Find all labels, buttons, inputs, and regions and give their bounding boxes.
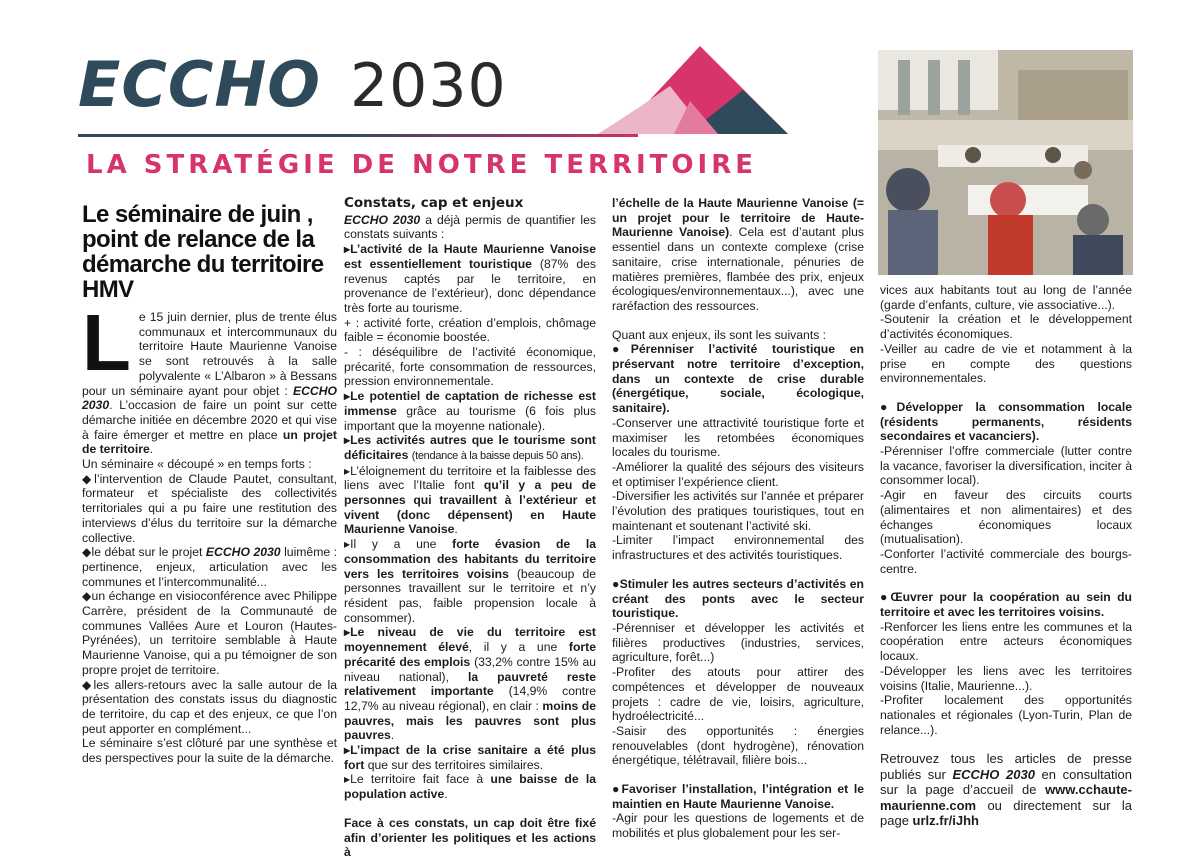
c9-bold: ▸L’impact de la crise sanitaire a été plus fort [344, 743, 596, 772]
seminar-intro: Un séminaire « découpé » en temps forts : [82, 457, 312, 472]
seminar-photo [878, 50, 1133, 275]
c1-bold: ▸L’activité de la Haute Maurienne Vanoise est essentiellement touristique [344, 242, 596, 271]
intro-text: e 15 juin dernier, plus de trente élus communaux et intercommunaux du territoire Haute Maurienne Vanoise se sont retrouvés à la salle polyvalente « L’Albaron » à Bessans pour un séminaire ayant pour objet : [82, 310, 337, 398]
c10-end: . [444, 787, 448, 802]
col4-cont: vices aux habitants tout au long de l’année (garde d’enfants, culture, vie associative...). -Soutenir la création et le développement d’activités économiques. -Veiller au cadre de vie et notamment à la prise en compte des questions environnementales. [880, 283, 1132, 386]
drop-cap: L [82, 298, 131, 387]
footer-mid: en consultation sur la page d’accueil de [880, 766, 1132, 798]
c8-bold4: moins de pauvres, mais les pauvres sont plus pauvres [344, 698, 596, 743]
article-headline: Le séminaire de juin , point de relance de la démarche du territoire HMV [82, 201, 324, 303]
c8-bold2: forte précarité des emplois [344, 640, 596, 669]
c7-end: (beaucoup de personnes travaillent sur le territoire et n’y résident pas, faible propension locale à consommer). [344, 566, 596, 625]
cap-text: Face à ces constats, un cap doit être fixé afin d’orienter les politiques et les actions à [344, 815, 596, 860]
enjeu-1-items: -Conserver une attractivité touristique forte et maximiser les retombées économiques locales du tourisme. -Améliorer la qualité des séjours des visiteurs et optimiser l’expérience client. -Diversifier les activités sur l’année et préparer l’évolution des pratiques touristiques, tout en maintenant et soutenant l’activité ski. -Limiter l’impact environnemental des infrastructures et des activités touristiques. [612, 415, 864, 563]
article-column-1 [82, 298, 338, 766]
c10-bold: une baisse de la population active [344, 772, 596, 802]
c6-text: ▸L’éloignement du territoire et la faiblesse des liens avec l’Italie font [344, 463, 596, 493]
enjeu-5-items: -Renforcer les liens entre les communes et la coopération entre acteurs économiques locaux. -Développer les liens avec les territoires voisins (Italie, Maurienne...). -Profiter localement des opportunités nationales et régionales (Lyon-Turin, Plan de relance...). [880, 619, 1132, 737]
footer-pre: Retrouvez tous les articles de presse publiés sur [880, 751, 1132, 782]
article-column-2 [344, 196, 596, 860]
col3-cont: . Cela est d’autant plus essentiel dans un contexte complexe (crise sanitaire, crise internationale, pénuries de matières premières, flambée des prix, enjeux écologiques/environnementaux...), avec une raréfaction des ressources. [612, 225, 864, 313]
c2-text: + : activité forte, création d’emplois, chômage faible = économie boostée. [344, 315, 596, 345]
seminar-item-3: ◆un échange en visioconférence avec Philippe Carrère, président de la Communauté de communes Vallées Aure et Louron (Hautes-Pyrénées), un territoire semblable à Haute Maurienne Vanoise, qui a pu témoigner de son propre projet de territoire. [82, 589, 337, 677]
article-column-4 [880, 283, 1132, 829]
enjeu-5-title: ●Œuvrer pour la coopération au sein du territoire et avec les territoires voisins. [880, 590, 1132, 620]
footer-brand: ECCHO 2030 [952, 766, 1035, 782]
c8-b: (33,2% contre 15% au niveau national), [344, 654, 596, 684]
enjeu-3-title: ●Favoriser l’installation, l’intégration et le maintien en Haute Maurienne Vanoise. [612, 782, 864, 811]
item2-pre: ◆le débat sur le projet [82, 545, 203, 560]
col3-cont-bold: l’échelle de la Haute Maurienne Vanoise (= un projet pour le territoire de Haute-Maurienne Vanoise) [612, 196, 864, 240]
c8-text: , il y a une [468, 640, 558, 655]
seminar-closing: Le séminaire s’est clôturé par une synthèse et des perspectives pour la suite de la démarche. [82, 736, 337, 766]
c5-bold: ▸Les activités autres que le tourisme sont déficitaires [344, 433, 596, 462]
c3-text: - : déséquilibre de l’activité économique, précarité, forte consommation de ressources, pression environnementale. [344, 345, 596, 389]
c6-bold: qu’il y a peu de personnes qui travaillent à l’extérieur et vivent (donc dépensent) en Haute Maurienne Vanoise [344, 478, 596, 537]
c4-text: grâce au tourisme (6 fois plus important que la moyenne nationale). [344, 403, 596, 433]
intro-bold: un projet de territoire [82, 427, 337, 457]
c7-bold: forte évasion de la consommation des habitants du territoire vers les territoires voisins [344, 537, 597, 581]
enjeu-4-items: -Pérenniser l’offre commerciale (lutter contre la vacance, favoriser la diversification, inciter à consommer local). -Agir en faveur des circuits courts (alimentaires et non alimentaires) et des échanges économiques locaux (mutualisation). -Conforter l’activité commerciale des bourgs-centre. [880, 444, 1132, 576]
enjeu-1-title: ●Pérenniser l’activité touristique en préservant notre territoire d’exception, dans un contexte de crise durable (énergétique, sociale, écologique, sanitaire). [612, 342, 864, 416]
p1-text: a déjà permis de quantifier les constats suivants : [344, 212, 596, 242]
masthead-brand: ECCHO [78, 48, 321, 121]
footer-mid-2: ou directement sur la page [880, 797, 1132, 829]
c1-text: (87% des revenus captés par le territoire, en provenance de l’extérieur), donc dépendance très forte au tourisme. [344, 256, 596, 315]
item2-brand: ECCHO 2030 [205, 545, 281, 560]
intro-brand: ECCHO 2030 [82, 383, 337, 413]
item2-post: luimême : pertinence, enjeux, articulation avec les communes et l’intercommunalité... [82, 545, 338, 589]
c4-bold: ▸Le potentiel de captation de richesse est immense [344, 389, 596, 418]
c7-text: ▸Il y a une [344, 537, 437, 552]
footer-note [880, 751, 1132, 829]
masthead-year: 2030 [350, 51, 507, 121]
footer-url-2[interactable]: urlz.fr/iJhh [912, 813, 979, 829]
masthead-underline [78, 134, 638, 137]
c8-bold3: la pauvreté reste relativement importante [344, 669, 597, 699]
enjeu-2-items: -Pérenniser et développer les activités et filières productives (industries, services, agriculture, forêt...) -Profiter des atouts pour attirer des compétences et développer de nouveaux projets : cadre de vie, loisirs, agriculture, hydroélectricité... -Saisir des opportunités : énergies renouvelables (dont hydrogène), rénovation énergétique, télétravail, filière bois... [612, 620, 864, 768]
seminar-item-1: ◆l’intervention de Claude Pautet, consultant, formateur et spécialiste des collectivités territoriales qui a pu faire une restitution des interviews d’élus du territoire sur la démarche collective. [82, 471, 337, 545]
c8-end: . [390, 728, 395, 743]
c5-text: (tendance à la baisse depuis 50 ans). [411, 449, 584, 462]
footer-url-1[interactable]: www.cchaute-maurienne.com [880, 782, 1132, 813]
c9-text: que sur des territoires similaires. [367, 757, 544, 772]
c10-text: ▸Le territoire fait face à [344, 772, 484, 787]
enjeux-intro: Quant aux enjeux, ils sont les suivants : [612, 327, 827, 342]
seminar-item-2 [82, 545, 337, 589]
intro-rest: . L’occasion de faire un point sur cette démarche initiée en décembre 2020 et qui vise à faire émerger et mettre en place [82, 398, 337, 442]
c8-c: (14,9% contre 12,7% au niveau régional), en clair : [344, 684, 597, 713]
page-subtitle: LA STRATÉGIE DE NOTRE TERRITOIRE [86, 150, 757, 180]
enjeu-4-title: ●Développer la consommation locale (résidents permanents, résidents secondaires et vacanciers). [880, 399, 1132, 444]
c6-end: . [454, 522, 458, 537]
p1-brand: ECCHO 2030 [344, 212, 421, 227]
masthead [78, 48, 718, 152]
enjeu-2-title: ●Stimuler les autres secteurs d’activités en créant des ponts avec le secteur touristique. [612, 576, 864, 621]
intro-end: . [149, 442, 154, 457]
mountain-logo-icon [578, 46, 793, 138]
enjeu-3-item: -Agir pour les questions de logements et de mobilités et plus globalement pour les ser- [612, 811, 864, 841]
seminar-item-4: ◆les allers-retours avec la salle autour de la présentation des constats issus du diagnostic de territoire, du cap et des enjeux, ce que l’on peut apporter en complément... [82, 677, 337, 736]
article-column-3 [612, 196, 864, 841]
section-title-constats: Constats, cap et enjeux [344, 195, 524, 211]
c8-bold: ▸Le niveau de vie du territoire est moyennement élevé [344, 625, 596, 655]
